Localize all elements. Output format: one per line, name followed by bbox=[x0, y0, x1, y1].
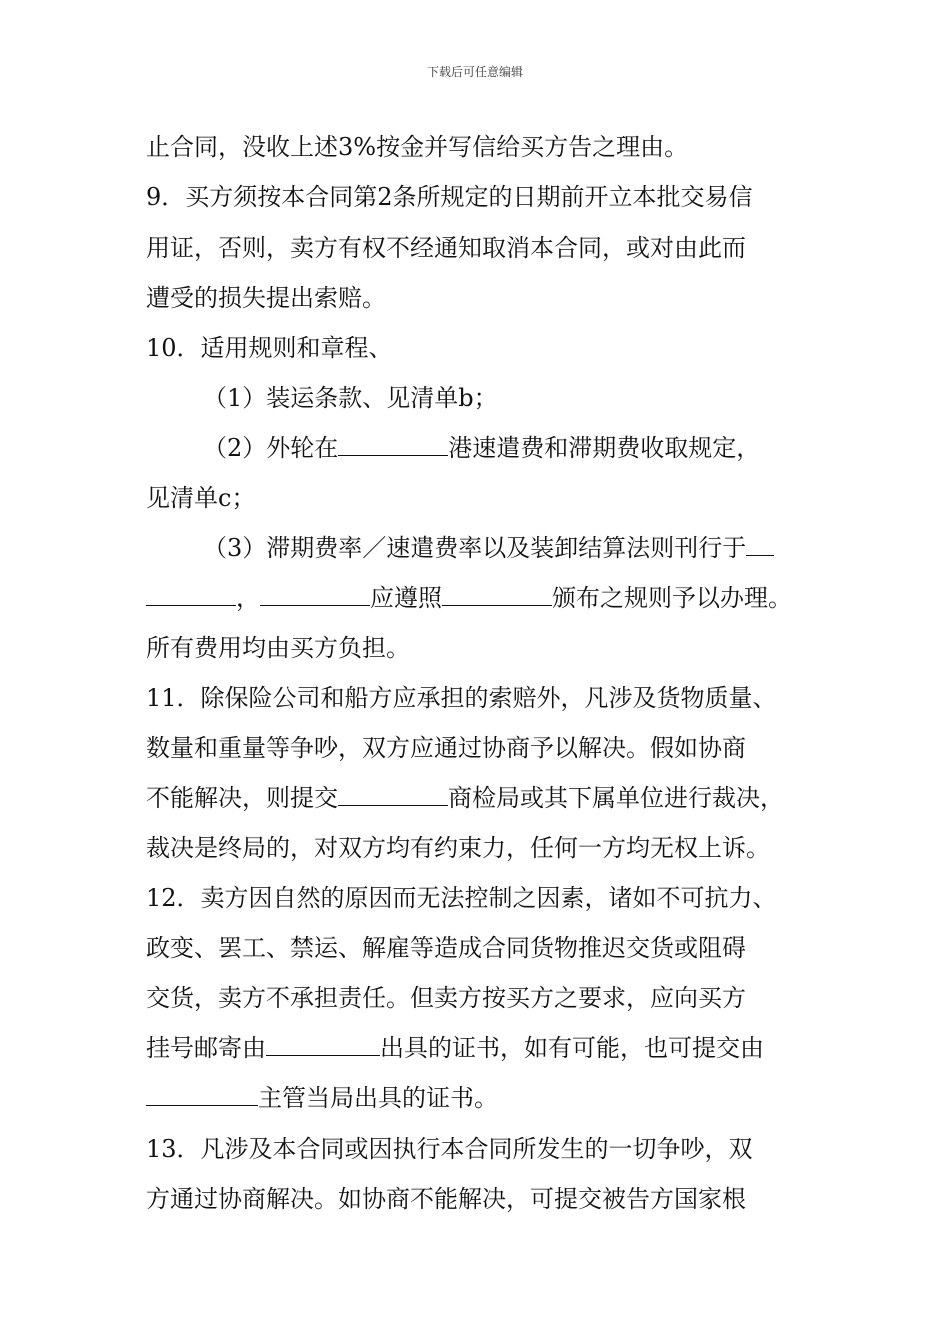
fill-in-blank[interactable] bbox=[746, 533, 774, 556]
text-line: 10．适用规则和章程、 bbox=[146, 334, 393, 362]
text-line bbox=[146, 782, 784, 814]
text-line: 交货，卖方不承担责任。但卖方按买方之要求，应向买方 bbox=[146, 984, 746, 1012]
fill-in-blank[interactable] bbox=[338, 783, 448, 806]
text-segment: 应遵照 bbox=[370, 584, 442, 612]
text-line: 12．卖方因自然的原因而无法控制之因素，诸如不可抗力、 bbox=[146, 884, 777, 912]
text-line: 11．除保险公司和船方应承担的索赔外，凡涉及货物质量、 bbox=[146, 684, 777, 712]
text-line: 用证，否则，卖方有权不经通知取消本合同，或对由此而 bbox=[146, 234, 746, 262]
page-header: 下载后可任意编辑 bbox=[426, 65, 523, 79]
text-line: 止合同，没收上述3%按金并写信给买方告之理由。 bbox=[146, 133, 689, 161]
text-line bbox=[203, 532, 774, 564]
text-segment: 不能解决，则提交 bbox=[146, 784, 338, 812]
fill-in-blank[interactable] bbox=[266, 1033, 380, 1056]
text-line: 见清单c； bbox=[146, 484, 256, 512]
text-segment: ， bbox=[236, 584, 260, 612]
fill-in-blank[interactable] bbox=[260, 583, 370, 606]
text-line: 方通过协商解决。如协商不能解决，可提交被告方国家根 bbox=[146, 1185, 746, 1213]
text-segment: 颁布之规则予以办理。 bbox=[552, 584, 792, 612]
text-segment: 主管当局出具的证书。 bbox=[258, 1084, 498, 1112]
text-line bbox=[146, 1032, 764, 1064]
text-line bbox=[146, 582, 792, 614]
text-line: 9．买方须按本合同第2条所规定的日期前开立本批交易信 bbox=[146, 183, 753, 211]
text-line: 裁决是终局的，对双方均有约束力，任何一方均无权上诉。 bbox=[146, 834, 770, 862]
text-segment: （3）滞期费率／速遣费率以及装卸结算法则刊行于 bbox=[203, 534, 747, 562]
text-line: 所有费用均由买方负担。 bbox=[146, 634, 410, 662]
text-segment: 商检局或其下属单位进行裁决， bbox=[448, 784, 784, 812]
text-segment: 出具的证书，如有可能，也可提交由 bbox=[380, 1034, 764, 1062]
text-segment: 港速遣费和滞期费收取规定， bbox=[448, 434, 761, 462]
text-line: 遭受的损失提出索赔。 bbox=[146, 284, 386, 312]
text-segment: 挂号邮寄由 bbox=[146, 1034, 266, 1062]
text-line: 数量和重量等争吵，双方应通过协商予以解决。假如协商 bbox=[146, 734, 746, 762]
text-segment: （2）外轮在 bbox=[203, 434, 339, 462]
fill-in-blank[interactable] bbox=[146, 1083, 258, 1106]
text-line: 13．凡涉及本合同或因执行本合同所发生的一切争吵，双 bbox=[146, 1135, 753, 1163]
text-line bbox=[146, 1082, 498, 1114]
text-line bbox=[203, 432, 760, 464]
fill-in-blank[interactable] bbox=[442, 583, 552, 606]
fill-in-blank[interactable] bbox=[338, 433, 448, 456]
fill-in-blank[interactable] bbox=[146, 583, 236, 606]
text-line: （1）装运条款、见清单b； bbox=[203, 384, 498, 412]
text-line: 政变、罢工、禁运、解雇等造成合同货物推迟交货或阻碍 bbox=[146, 934, 746, 962]
